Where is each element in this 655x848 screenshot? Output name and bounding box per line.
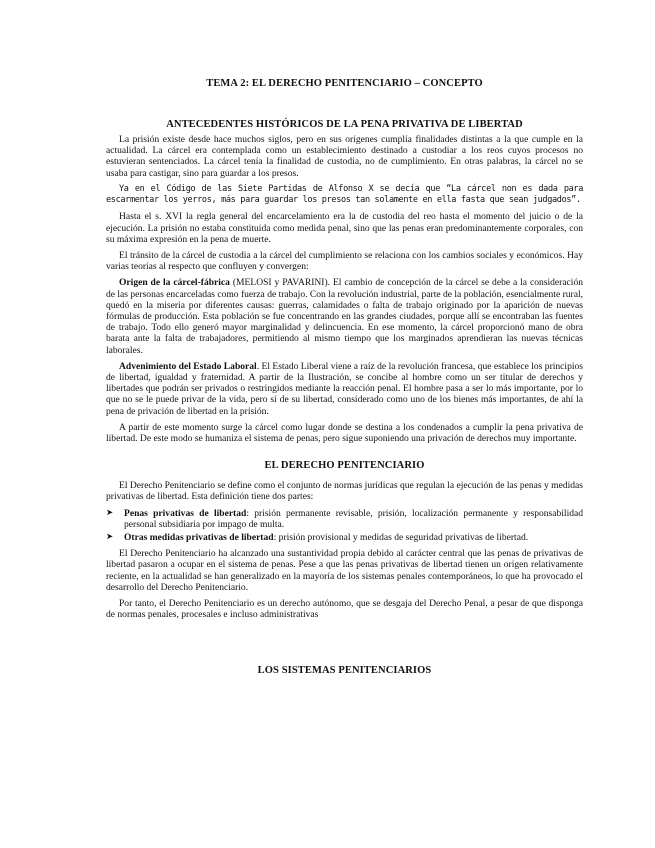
document-body — [106, 78, 583, 676]
paragraph-estado-laboral — [106, 361, 583, 417]
paragraph: Hasta el s. XVI la regla general del encarcelamiento era la de custodia del reo hasta el momento del juicio o de la ejecución. La prisión no estaba constituida como medida penal, sino que las penas eran predominantemente corporales, con su máxima expresión en la pena de muerte. — [106, 211, 583, 245]
arrow-bullet-icon: ➤ — [106, 507, 114, 518]
list-item-text: : prisión provisional y medidas de seguridad privativas de libertad. — [273, 532, 529, 544]
list-item-text: : prisión permanente revisable, prisión, localización permanente y responsabilidad personal subsidiaria por impago de multa. — [124, 507, 584, 530]
paragraph: La prisión existe desde hace muchos siglos, pero en sus orígenes cumplía finalidades distintas a la que cumple en la actualidad. La cárcel era contemplada como un establecimiento destinado a custodiar a los reos cuyos procesos no estuvieran sentenciados. La cárcel tenía la finalidad de custodia, no de cumplimiento. En otras palabras, la cárcel no se usaba para castigar, sino para guardar a los presos. — [106, 134, 583, 179]
bold-term: Penas privativas de libertad — [124, 507, 247, 519]
list-item — [106, 508, 583, 530]
bold-term: Origen de la cárcel-fábrica — [119, 277, 230, 289]
arrow-bullet-icon: ➤ — [106, 532, 114, 543]
definition-list — [106, 508, 583, 544]
paragraph-carcel-fabrica — [106, 277, 583, 355]
list-item — [106, 532, 583, 543]
section-heading-sistemas-penitenciarios: LOS SISTEMAS PENITENCIARIOS — [257, 664, 432, 676]
paragraph: El tránsito de la cárcel de custodia a la cárcel del cumplimiento se relaciona con los cambios sociales y económicos. Hay varias teorías al respecto que confluyen y convergen: — [106, 250, 583, 273]
paragraph: El Derecho Penitenciario se define como el conjunto de normas jurídicas que regulan la ejecución de las penas y medidas privativas de libertad. Esta definición tiene dos partes: — [106, 480, 583, 503]
document-title: TEMA 2: EL DERECHO PENITENCIARIO – CONCEPTO — [206, 78, 483, 89]
paragraph-text: . El Estado Liberal viene a raíz de la revolución francesa, que establece los principios de libertad, igualdad y fraternidad. A partir de la Ilustración, se concibe al hombre como un ser titular de derechos y libertades que podrán ser privados o restringidos mediante la reacción penal. El hombre pasa a ser lo más importante, por lo que no se le puede privar de la vida, pero sí de su libertad, considerado como uno de los bienes más importantes, de ahí la pena de privación de libertad en la prisión. — [106, 360, 583, 417]
paragraph: El Derecho Penitenciario ha alcanzado una sustantividad propia debido al carácter central que las penas de privativas de libertad pasaron a ocupar en el sistema de penas. Pese a que las penas privativas de libertad tienen un origen relativamente reciente, en la actualidad se han generalizado en la mayoría de los sistemas penales contemporáneos, lo que ha provocado el desarrollo del Derecho Penitenciario. — [106, 548, 583, 593]
paragraph: A partir de este momento surge la cárcel como lugar donde se destina a los condenados a cumplir la pena privativa de libertad. De este modo se humaniza el sistema de penas, pero sigue suponiendo una privación de derechos muy importante. — [106, 421, 583, 445]
bold-term: Otras medidas privativas de libertad — [124, 532, 274, 544]
section-heading-derecho-penitenciario: EL DERECHO PENITENCIARIO — [264, 460, 425, 472]
bold-term: Advenimiento del Estado Laboral — [119, 360, 257, 372]
paragraph: Por tanto, el Derecho Penitenciario es un derecho autónomo, que se desgaja del Derecho Penal, a pesar de que disponga de normas penales, procesales e incluso administrativas — [106, 598, 583, 621]
quote-paragraph: Ya en el Código de las Siete Partidas de Alfonso X se decía que “La cárcel non es dada para escarmentar los yerros, más para guardar los presos tan solamente en ella fasta que sean judgados”. — [106, 183, 583, 206]
section-heading-antecedentes: ANTECEDENTES HISTÓRICOS DE LA PENA PRIVATIVA DE LIBERTAD — [166, 119, 523, 130]
paragraph-text: (MELOSI y PAVARINI). El cambio de concepción de la cárcel se debe a la consideración de las personas encarceladas como fuerza de trabajo. Con la revolución industrial, parte de la población, esencialmente rural, quedó en la miseria por diferentes causas: guerras, calamidades o falta de trabajo originado por la aparición de nuevas fórmulas de producción. Esta población se fue concentrando en las grandes ciudades, porque allí se encontraban las fuentes de trabajo. Todo ello generó mayor marginalidad y delincuencia. En ese momento, la cárcel proporcionó mano de obra barata ante la falta de trabajadores, permitiendo al mismo tiempo que los marginados aprendieran las nuevas técnicas laborales. — [106, 277, 583, 356]
